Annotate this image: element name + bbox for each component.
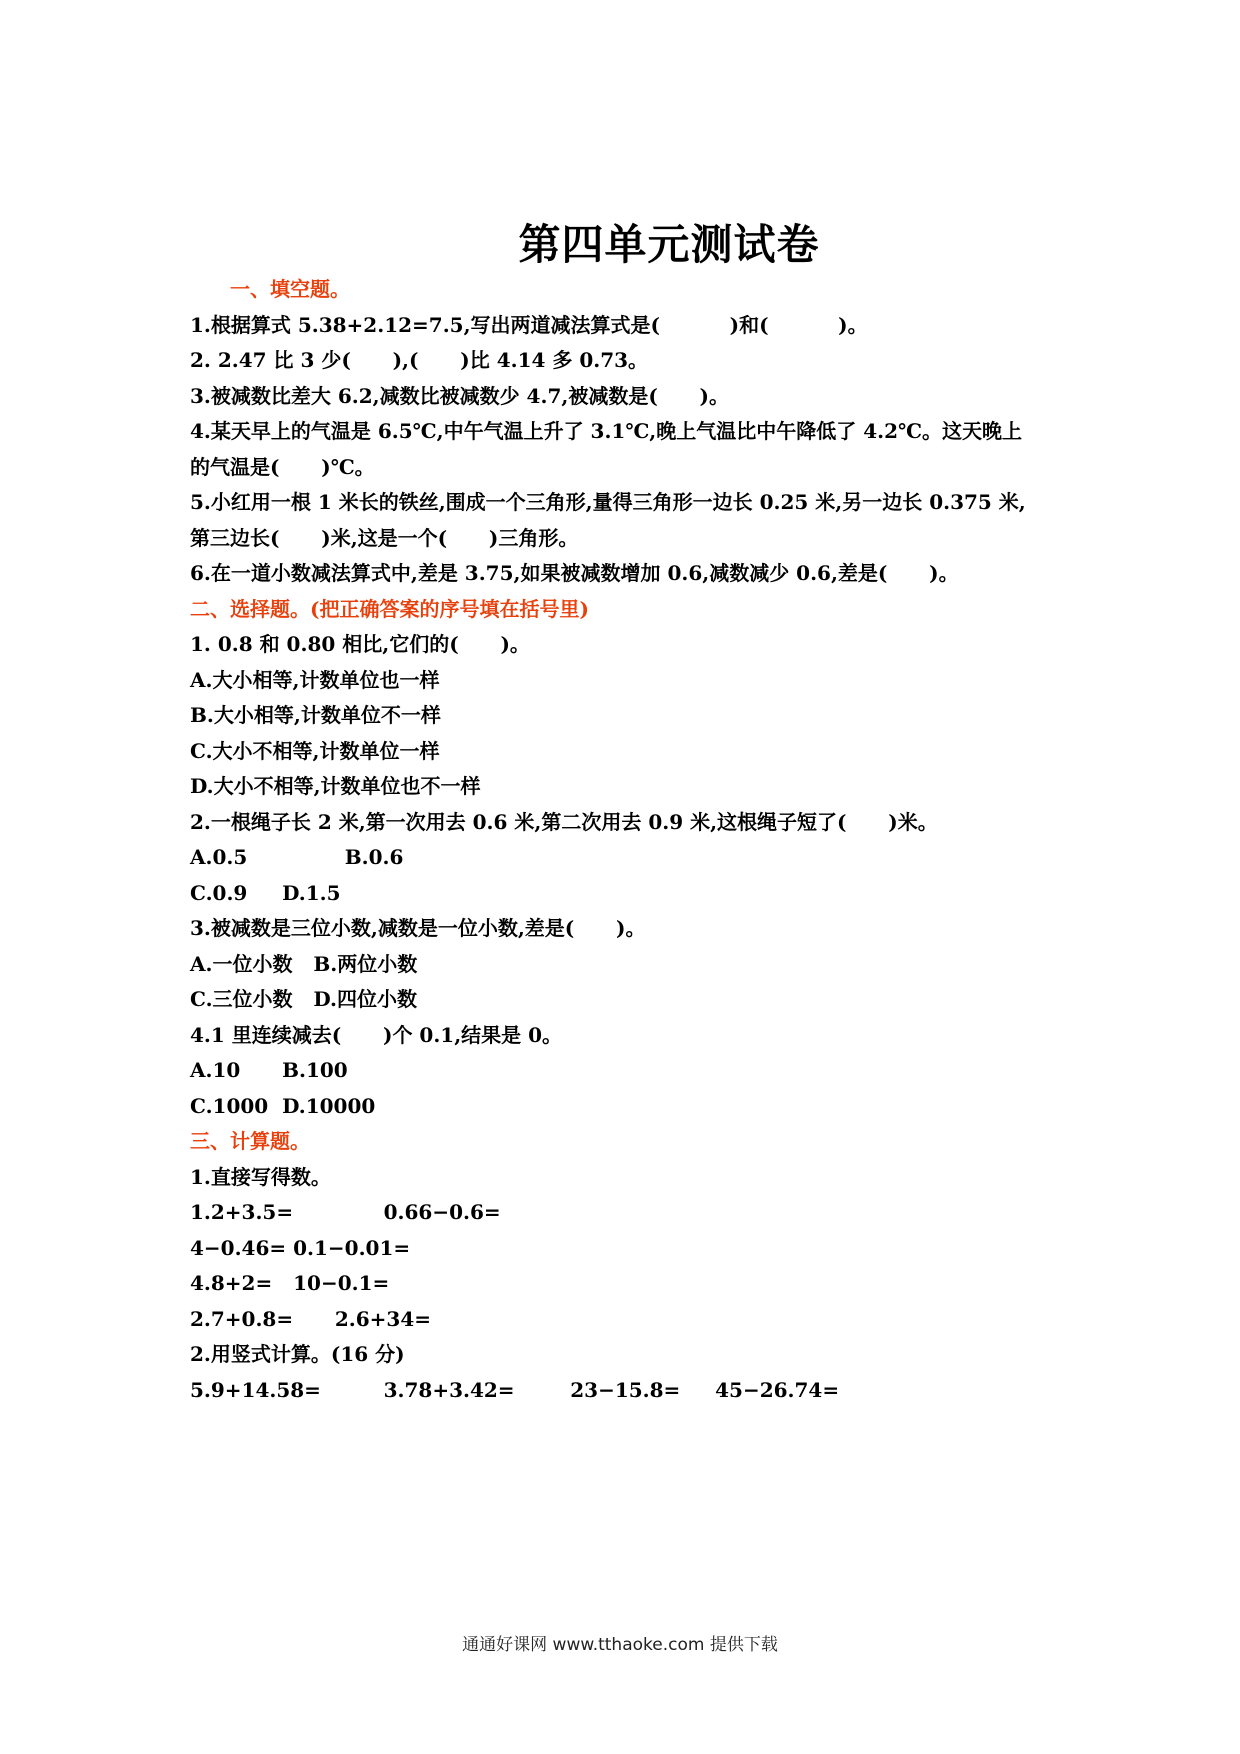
question-line: 2.用竖式计算。(16 分) bbox=[190, 1342, 405, 1366]
question-line: 的气温是( )℃。 bbox=[190, 454, 375, 479]
question-line: 1.直接写得数。 bbox=[190, 1164, 331, 1189]
question-line: 第三边长( )米,这是一个( )三角形。 bbox=[190, 525, 579, 550]
question-line: 5.9+14.58= 3.78+3.42= 23−15.8= 45−26.74= bbox=[190, 1377, 840, 1402]
question-line: A.一位小数 B.两位小数 bbox=[190, 951, 418, 976]
question-line: A.0.5 B.0.6 bbox=[190, 845, 404, 869]
question-line: 5.小红用一根 1 米长的铁丝,围成一个三角形,量得三角形一边长 0.25 米,另一边长 0.375 米, bbox=[190, 490, 1026, 514]
exam-content bbox=[190, 272, 1070, 1408]
question-line: C.1000 D.10000 bbox=[190, 1093, 376, 1118]
question-line: 3.被减数是三位小数,减数是一位小数,差是( )。 bbox=[190, 916, 646, 940]
section-heading: 一、填空题。 bbox=[230, 277, 350, 301]
question-line: 4.1 里连续减去( )个 0.1,结果是 0。 bbox=[190, 1022, 563, 1047]
question-line: 2. 2.47 比 3 少( ),( )比 4.14 多 0.73。 bbox=[190, 348, 649, 372]
question-line: 4.8+2= 10−0.1= bbox=[190, 1271, 390, 1295]
question-line: A.10 B.100 bbox=[190, 1058, 348, 1082]
question-line: 1. 0.8 和 0.80 相比,它们的( )。 bbox=[190, 632, 530, 656]
question-line: 4−0.46= 0.1−0.01= bbox=[190, 1235, 411, 1260]
question-line: 2.一根绳子长 2 米,第一次用去 0.6 米,第二次用去 0.9 米,这根绳子短了( )米。 bbox=[190, 809, 938, 834]
page-title: 第四单元测试卷 bbox=[518, 220, 820, 269]
section-heading: 二、选择题。(把正确答案的序号填在括号里) bbox=[190, 596, 589, 621]
question-line: D.大小不相等,计数单位也不一样 bbox=[190, 774, 481, 798]
footer-credit: 通通好课网 www.tthaoke.com 提供下载 bbox=[462, 1635, 778, 1655]
question-line: A.大小相等,计数单位也一样 bbox=[190, 667, 440, 692]
question-line: C.0.9 D.1.5 bbox=[190, 880, 341, 905]
question-line: B.大小相等,计数单位不一样 bbox=[190, 703, 441, 727]
question-line: 6.在一道小数减法算式中,差是 3.75,如果被减数增加 0.6,减数减少 0.6,差是( )。 bbox=[190, 561, 959, 585]
question-line: C.三位小数 D.四位小数 bbox=[190, 987, 418, 1011]
question-line: 3.被减数比差大 6.2,减数比被减数少 4.7,被减数是( )。 bbox=[190, 383, 730, 408]
question-line: 4.某天早上的气温是 6.5℃,中午气温上升了 3.1℃,晚上气温比中午降低了 4.2℃。这天晚上 bbox=[190, 419, 1022, 443]
section-heading: 三、计算题。 bbox=[190, 1129, 310, 1153]
question-line: C.大小不相等,计数单位一样 bbox=[190, 738, 440, 763]
question-line: 1.2+3.5= 0.66−0.6= bbox=[190, 1200, 501, 1224]
question-line: 1.根据算式 5.38+2.12=7.5,写出两道减法算式是( )和( )。 bbox=[190, 312, 868, 337]
question-line: 2.7+0.8= 2.6+34= bbox=[190, 1306, 432, 1331]
